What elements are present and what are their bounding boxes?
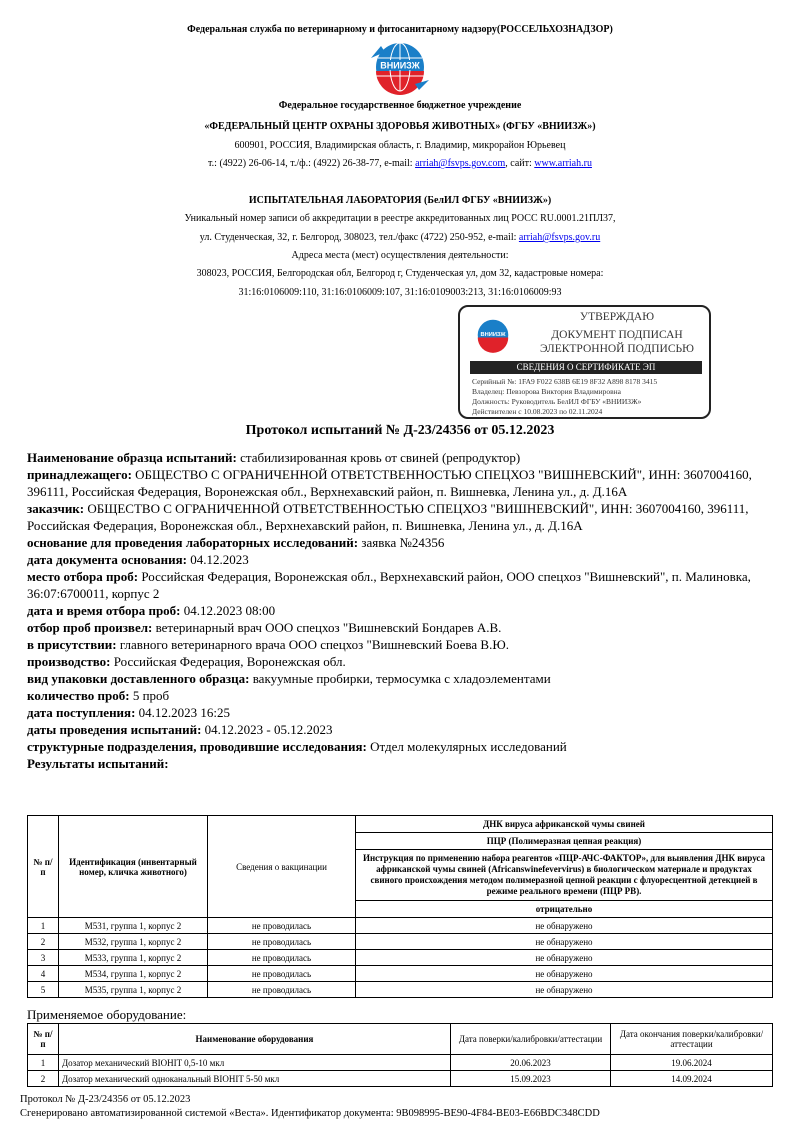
field-1 <box>27 466 777 500</box>
table-cell: 20.06.2023 <box>451 1055 611 1071</box>
field-key: структурные подразделения, проводившие исследования: <box>27 739 367 754</box>
vniizzh-logo <box>367 38 433 96</box>
stamp-position: Должность: Руководитель БелИЛ ФГБУ «ВНИИЗЖ» <box>472 397 642 406</box>
table-cell: не проводилась <box>208 918 356 934</box>
field-13 <box>27 721 777 738</box>
stamp-serial: Серийный №: 1FA9 F022 638B 6E19 8F32 A898 8178 3415 <box>472 377 658 386</box>
table-row <box>28 934 773 950</box>
field-key: Наименование образца испытаний: <box>27 450 237 465</box>
field-12 <box>27 704 777 721</box>
site-link[interactable]: www.arriah.ru <box>534 158 592 169</box>
table-cell: 2 <box>28 934 59 950</box>
field-7 <box>27 619 777 636</box>
table-cell: 2 <box>28 1071 59 1087</box>
field-value: Российская Федерация, Воронежская обл. <box>110 654 346 669</box>
field-11 <box>27 687 777 704</box>
cadastral-numbers: 31:16:0106009:110, 31:16:0106009:107, 31:16:0109003:213, 31:16:0106009:93 <box>238 287 562 298</box>
field-key: вид упаковки доставленного образца: <box>27 671 250 686</box>
email-link[interactable]: arriah@fsvps.gov.com <box>415 158 506 169</box>
col-date: Дата поверки/калибровки/аттестации <box>451 1024 611 1055</box>
table-row <box>28 1055 773 1071</box>
equipment-table <box>27 1023 773 1087</box>
field-9 <box>27 653 777 670</box>
col-target: ДНК вируса африканской чумы свиней <box>356 816 773 833</box>
field-value: стабилизированная кровь от свиней (репродуктор) <box>236 450 521 465</box>
field-value: 04.12.2023 - 05.12.2023 <box>201 722 333 737</box>
org-type: Федеральное государственное бюджетное учреждение <box>278 100 522 111</box>
table-cell: 5 <box>28 982 59 998</box>
field-key: отбор проб произвел: <box>27 620 153 635</box>
table-cell: не обнаружено <box>356 966 773 982</box>
stamp-owner: Владелец: Певзорова Виктория Владимировна <box>472 387 621 396</box>
field-key: дата документа основания: <box>27 552 187 567</box>
field-3 <box>27 534 777 551</box>
col-end-date: Дата окончания поверки/калибровки/аттестации <box>611 1024 773 1055</box>
table-row <box>28 966 773 982</box>
field-key: принадлежащего: <box>27 467 132 482</box>
table-cell: не проводилась <box>208 934 356 950</box>
field-value: 5 проб <box>129 688 170 703</box>
table-cell: Дозатор механический BIOHIT 0,5-10 мкл <box>59 1055 451 1071</box>
table-cell: 4 <box>28 966 59 982</box>
table-cell: не проводилась <box>208 966 356 982</box>
org-name: «ФЕДЕРАЛЬНЫЙ ЦЕНТР ОХРАНЫ ЗДОРОВЬЯ ЖИВОТНЫХ» (ФГБУ «ВНИИЗЖ») <box>204 121 596 132</box>
col-vaccination: Сведения о вакцинации <box>208 816 356 918</box>
stamp-signed-1: ДОКУМЕНТ ПОДПИСАН <box>551 329 683 341</box>
field-value: вакуумные пробирки, термосумка с хладоэлементами <box>249 671 551 686</box>
e-signature-stamp <box>458 305 711 419</box>
table-cell: не обнаружено <box>356 950 773 966</box>
sample-details <box>27 449 777 772</box>
table-cell: M535, группа 1, корпус 2 <box>59 982 208 998</box>
table-cell: не проводилась <box>208 982 356 998</box>
field-5 <box>27 568 777 602</box>
col-num: № п/п <box>28 816 59 918</box>
field-key: дата и время отбора проб: <box>27 603 181 618</box>
field-key: заказчик: <box>27 501 85 516</box>
lab-address: ул. Студенческая, 32, г. Белгород, 308023, тел./факс (4722) 250-952, e-mail: arriah@fsvps.gov.ru <box>199 232 601 243</box>
field-6 <box>27 602 777 619</box>
table-cell: M531, группа 1, корпус 2 <box>59 918 208 934</box>
field-value: заявка №24356 <box>358 535 445 550</box>
col-norm: отрицательно <box>356 901 773 918</box>
field-value: ветеринарный врач ООО спецхоз "Вишневский Бондарев А.В. <box>152 620 502 635</box>
field-value: главного ветеринарного врача ООО спецхоз "Вишневский Боева В.Ю. <box>116 637 509 652</box>
col-num: № п/п <box>28 1024 59 1055</box>
field-key: основание для проведения лабораторных исследований: <box>27 535 359 550</box>
field-0 <box>27 449 777 466</box>
field-2 <box>27 500 777 534</box>
table-cell: M532, группа 1, корпус 2 <box>59 934 208 950</box>
table-cell: не обнаружено <box>356 982 773 998</box>
field-key: дата поступления: <box>27 705 136 720</box>
svg-text:ВНИИЗЖ: ВНИИЗЖ <box>380 60 420 71</box>
accreditation: Уникальный номер записи об аккредитации в реестре аккредитованных лиц РОСС RU.0001.21ПЛ37, <box>184 213 616 224</box>
field-key: место отбора проб: <box>27 569 139 584</box>
stamp-valid: Действителен с 10.08.2023 по 02.11.2024 <box>472 407 603 416</box>
field-14 <box>27 738 777 755</box>
table-cell: 19.06.2024 <box>611 1055 773 1071</box>
protocol-title: Протокол испытаний № Д-23/24356 от 05.12.2023 <box>245 423 555 438</box>
footer-protocol: Протокол № Д-23/24356 от 05.12.2023 <box>20 1094 191 1105</box>
field-value: 04.12.2023 <box>186 552 249 567</box>
table-cell: Дозатор механический одноканальный BIOHIT 5-50 мкл <box>59 1071 451 1087</box>
lab-email-link[interactable]: arriah@fsvps.gov.ru <box>518 232 601 243</box>
footer-generated: Сгенерировано автоматизированной системой «Веста». Идентификатор документа: 9B098995-BE90-4F84-BE03-E66BDC348CDD <box>20 1108 600 1119</box>
col-name: Наименование оборудования <box>59 1024 451 1055</box>
field-value: ОБЩЕСТВО С ОГРАНИЧЕННОЙ ОТВЕТСТВЕННОСТЬЮ СПЕЦХОЗ "ВИШНЕВСКИЙ", ИНН: 3607004160, 396111, Российская Федерация, Воронежская обл., Верхнехавский район, п. Вишневка, Ленина ул., д. Д.16А <box>27 467 752 499</box>
table-row <box>28 982 773 998</box>
field-value: ОБЩЕСТВО С ОГРАНИЧЕННОЙ ОТВЕТСТВЕННОСТЬЮ СПЕЦХОЗ "ВИШНЕВСКИЙ", ИНН: 3607004160, 396111, Российская Федерация, Воронежская обл., Верхнехавский район, п. Вишневка, Ленина ул., д. Д.16А <box>27 501 749 533</box>
field-15 <box>27 755 777 772</box>
col-method: ПЦР (Полимеразная цепная реакция) <box>356 833 773 850</box>
activity-label: Адреса места (мест) осуществления деятельности: <box>291 250 509 261</box>
field-key: Результаты испытаний: <box>27 756 169 771</box>
field-value: Отдел молекулярных исследований <box>366 739 567 754</box>
org-address: 600901, РОССИЯ, Владимирская область, г. Владимир, микрорайон Юрьевец <box>234 140 566 151</box>
field-key: даты проведения испытаний: <box>27 722 202 737</box>
field-key: в присутствии: <box>27 637 117 652</box>
stamp-logo-icon <box>472 315 514 355</box>
table-row <box>28 1071 773 1087</box>
results-table <box>27 815 773 998</box>
table-cell: 3 <box>28 950 59 966</box>
table-cell: не обнаружено <box>356 918 773 934</box>
field-value: 04.12.2023 16:25 <box>135 705 231 720</box>
table-cell: M534, группа 1, корпус 2 <box>59 966 208 982</box>
table-cell: не проводилась <box>208 950 356 966</box>
org-contacts: т.: (4922) 26-06-14, т./ф.: (4922) 26-38-77, e-mail: arriah@fsvps.gov.com, сайт: www.arriah.ru <box>208 158 592 169</box>
agency-name: Федеральная служба по ветеринарному и фитосанитарному надзору(РОССЕЛЬХОЗНАДЗОР) <box>187 24 613 35</box>
table-cell: не обнаружено <box>356 934 773 950</box>
activity-address: 308023, РОССИЯ, Белгородская обл, Белгород г, Студенческая ул, дом 32, кадастровые номера: <box>196 268 604 279</box>
stamp-cert-header: СВЕДЕНИЯ О СЕРТИФИКАТЕ ЭП <box>470 361 702 374</box>
field-key: количество проб: <box>27 688 130 703</box>
col-instruction: Инструкция по применению набора реагентов «ПЦР-АЧС-ФАКТОР», для выявления ДНК вируса африканской чумы свиней (Africanswinefevervirus) в биологическом материале и продуктах свиного происхождения методом полимеразной цепной реакции с флуоресцентной детекцией в режиме реального времени (ПЦР РВ). <box>356 850 773 901</box>
table-row <box>28 950 773 966</box>
field-10 <box>27 670 777 687</box>
field-value: 04.12.2023 08:00 <box>180 603 276 618</box>
table-cell: M533, группа 1, корпус 2 <box>59 950 208 966</box>
table-row <box>28 918 773 934</box>
field-key: производство: <box>27 654 111 669</box>
table-cell: 1 <box>28 918 59 934</box>
field-8 <box>27 636 777 653</box>
table-cell: 1 <box>28 1055 59 1071</box>
svg-text:ВНИИЗЖ: ВНИИЗЖ <box>480 331 506 338</box>
col-id: Идентификация (инвентарный номер, кличка животного) <box>59 816 208 918</box>
stamp-approve: УТВЕРЖДАЮ <box>579 311 655 323</box>
equipment-label: Применяемое оборудование: <box>27 1007 187 1022</box>
lab-name: ИСПЫТАТЕЛЬНАЯ ЛАБОРАТОРИЯ (БелИЛ ФГБУ «ВНИИЗЖ») <box>248 195 552 206</box>
table-cell: 15.09.2023 <box>451 1071 611 1087</box>
field-4 <box>27 551 777 568</box>
field-value: Российская Федерация, Воронежская обл., Верхнехавский район, ООО спецхоз "Вишневский", п. Малиновка, 36:07:6700011, корпус 2 <box>27 569 751 601</box>
table-cell: 14.09.2024 <box>611 1071 773 1087</box>
stamp-signed-2: ЭЛЕКТРОННОЙ ПОДПИСЬЮ <box>540 343 694 355</box>
